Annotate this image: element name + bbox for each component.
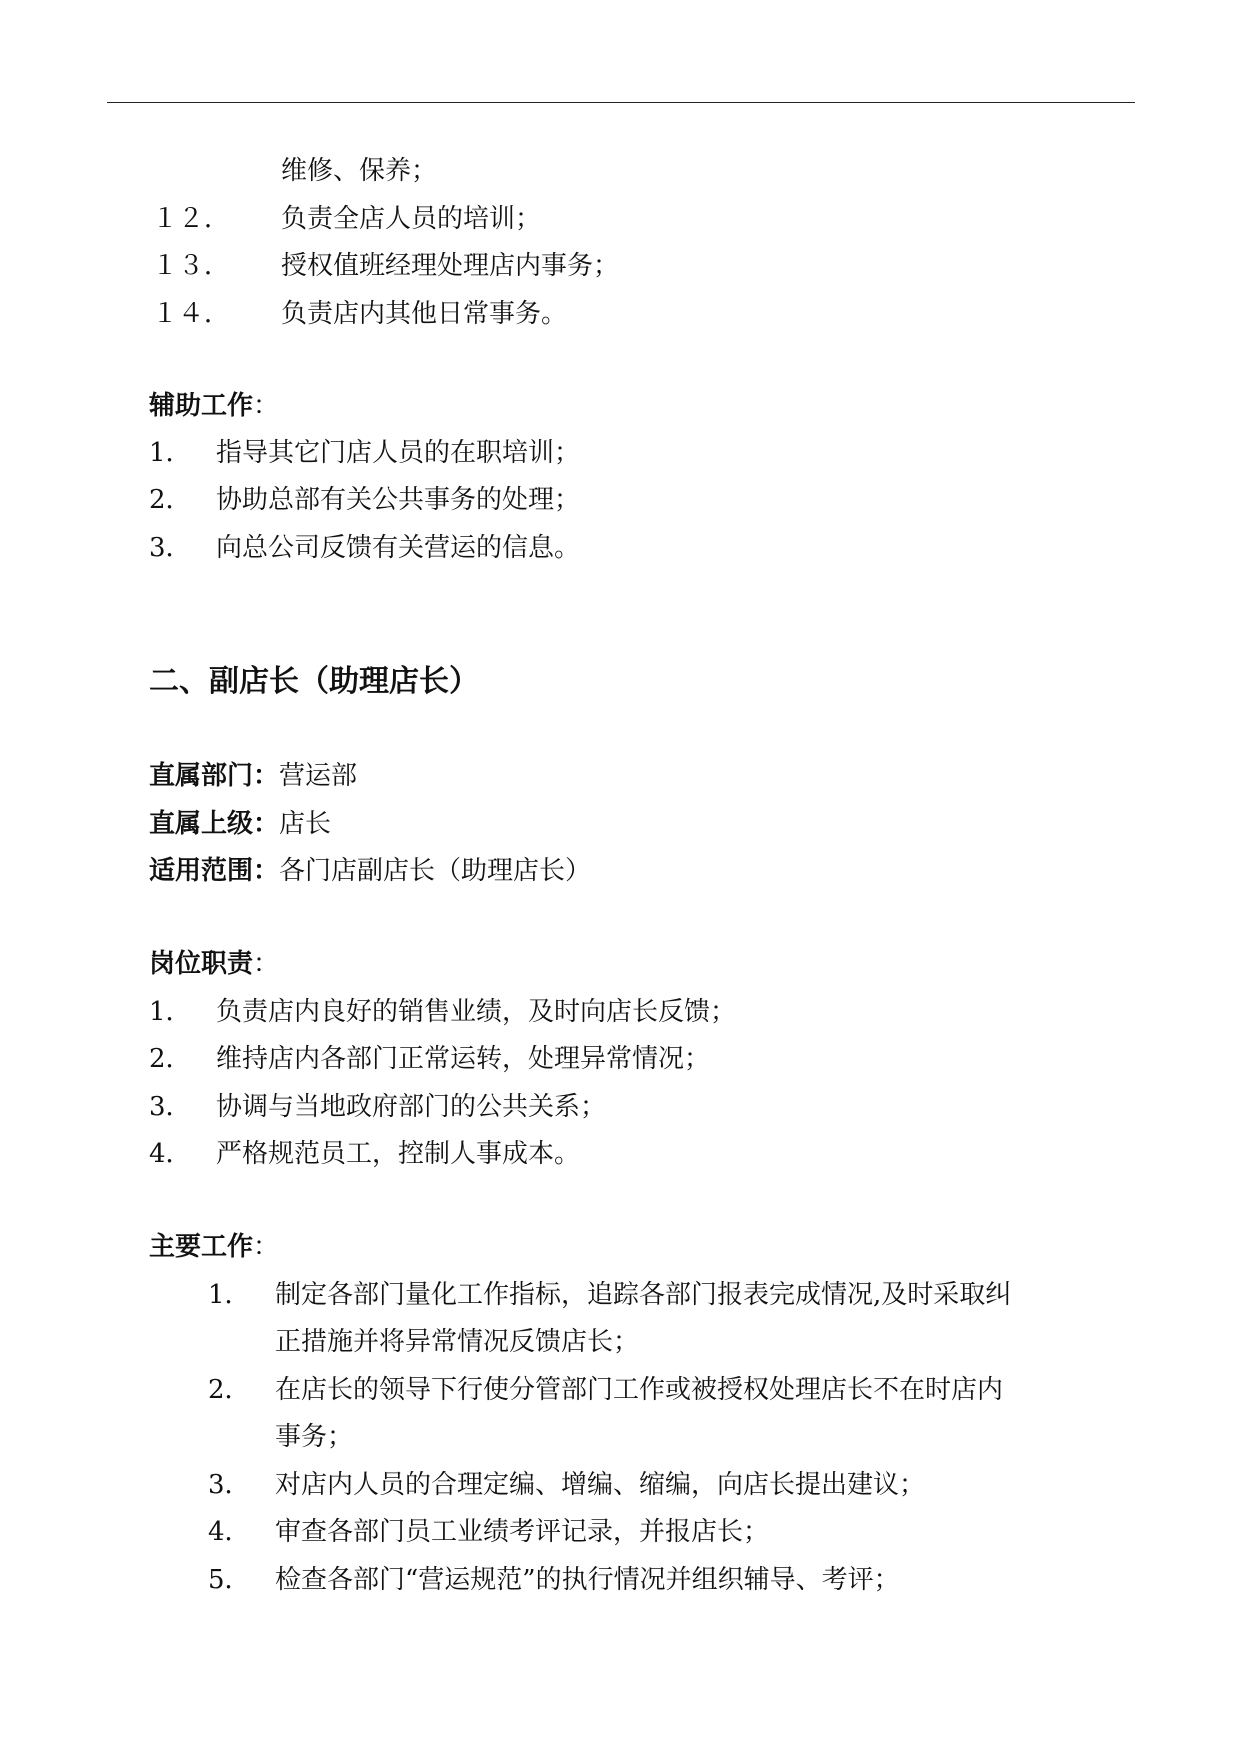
field-supervisor	[149, 808, 331, 840]
list-item: 指导其它门店人员的在职培训；	[216, 438, 581, 468]
heading-colon: ：	[253, 1232, 280, 1262]
list-number: 2．	[208, 1375, 251, 1405]
list-number: 1．	[149, 438, 192, 468]
list-item: 在店长的领导下行使分管部门工作或被授权处理店长不在时店内	[275, 1375, 1004, 1405]
field-value: 营运部	[279, 761, 358, 791]
list-number: １３．	[152, 251, 231, 281]
main-work-heading-label: 主要工作	[149, 1232, 254, 1262]
auxiliary-heading	[149, 390, 279, 422]
duties-heading	[149, 948, 279, 980]
auxiliary-heading-label: 辅助工作	[149, 391, 254, 421]
field-value: 各门店副店长（助理店长）	[279, 856, 592, 886]
heading-colon: ：	[253, 391, 280, 421]
list-item: 审查各部门员工业绩考评记录，并报店长；	[275, 1517, 770, 1547]
list-number: １４．	[152, 299, 231, 329]
list-item: 协助总部有关公共事务的处理；	[216, 485, 581, 515]
list-item: 负责店内其他日常事务。	[281, 299, 568, 329]
list-item: 协调与当地政府部门的公共关系；	[216, 1092, 607, 1122]
list-number: 1．	[208, 1280, 251, 1310]
list-item: 对店内人员的合理定编、增编、缩编，向店长提出建议；	[275, 1470, 926, 1500]
list-number: 3．	[149, 533, 192, 563]
list-number: 2．	[149, 1044, 192, 1074]
list-number: 1．	[149, 997, 192, 1027]
section-title: 二、副店长（助理店长）	[149, 664, 479, 699]
list-continuation: 维修、保养；	[281, 156, 438, 186]
list-number: 5．	[208, 1565, 251, 1595]
list-item: 向总公司反馈有关营运的信息。	[216, 533, 581, 563]
list-number: １２．	[152, 204, 231, 234]
field-label: 直属上级：	[149, 809, 280, 839]
field-department	[149, 760, 357, 792]
list-item-continuation: 事务；	[275, 1422, 354, 1452]
list-item: 维持店内各部门正常运转，处理异常情况；	[216, 1044, 711, 1074]
field-label: 直属部门：	[149, 761, 280, 791]
field-label: 适用范围：	[149, 856, 280, 886]
list-number: 4．	[149, 1139, 192, 1169]
list-item: 负责店内良好的销售业绩，及时向店长反馈；	[216, 997, 737, 1027]
list-item: 制定各部门量化工作指标，追踪各部门报表完成情况,及时采取纠	[275, 1280, 1012, 1310]
main-work-heading	[149, 1231, 279, 1263]
list-item: 授权值班经理处理店内事务；	[281, 251, 620, 281]
list-number: 3．	[149, 1092, 192, 1122]
list-number: 3．	[208, 1470, 251, 1500]
heading-colon: ：	[253, 949, 280, 979]
list-item: 严格规范员工，控制人事成本。	[216, 1139, 581, 1169]
duties-heading-label: 岗位职责	[149, 949, 254, 979]
list-item: 检查各部门“营运规范”的执行情况并组织辅导、考评；	[275, 1565, 900, 1595]
header-rule	[107, 102, 1135, 103]
field-value: 店长	[279, 809, 332, 839]
list-number: 4．	[208, 1517, 251, 1547]
list-number: 2．	[149, 485, 192, 515]
list-item-continuation: 正措施并将异常情况反馈店长；	[275, 1327, 640, 1357]
field-scope	[149, 855, 591, 887]
list-item: 负责全店人员的培训；	[281, 204, 542, 234]
